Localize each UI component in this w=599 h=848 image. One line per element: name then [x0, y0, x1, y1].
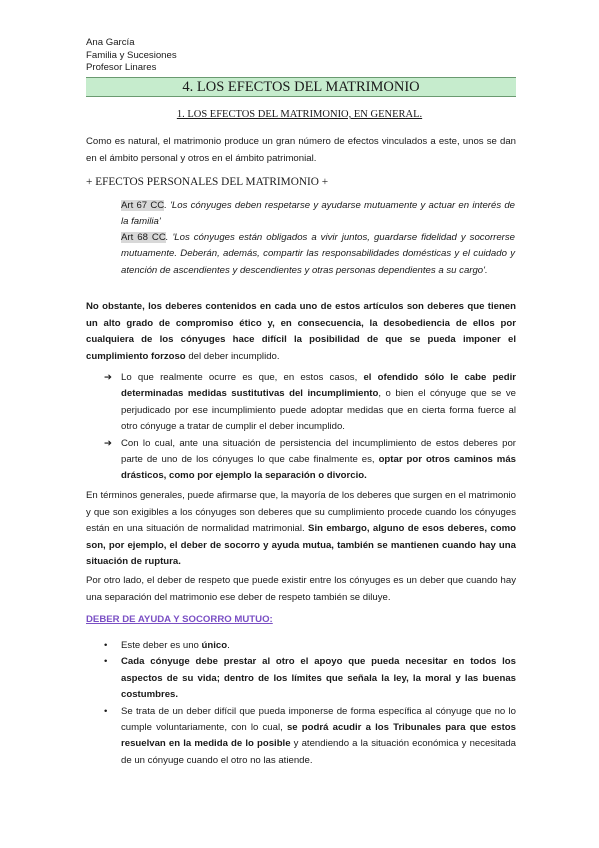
arrow-icon: ➔: [104, 372, 113, 383]
section-title-wrap: [0, 109, 599, 120]
bullet-list-item: [104, 654, 516, 703]
bullet-text: Se trata de un deber difícil que pueda imponerse de forma específica al cónyuge que no lo cumple voluntariamente, con lo cual,: [121, 705, 516, 734]
bullet-list-item: [104, 704, 516, 770]
arrow-icon: ➔: [104, 437, 113, 449]
document-header: [86, 37, 177, 75]
generales-bold: Sin embargo, alguno de esos deberes, como son, por ejemplo, el deber de socorro y ayuda mutua, también se mantienen cuando hay una situación de ruptura.: [86, 523, 516, 567]
bullet-icon: •: [104, 705, 108, 717]
author-name: Ana García: [86, 37, 135, 48]
bullet-bold: único: [201, 640, 228, 651]
arrow-item-bold: optar por otros caminos más drásticos, como por ejemplo la separación o divorcio.: [121, 454, 516, 482]
chapter-title: 4. LOS EFECTOS DEL MATRIMONIO: [86, 77, 516, 97]
bullet-text: y atendiendo a la situación económica y necesitada de un cónyuge cuando el otro no las atiende.: [121, 738, 516, 766]
bullet-bold: Cada cónyuge debe prestar al otro el apoyo que pueda necesitar en todos los aspectos de su vida; dentro de los límites que señala la ley, la moral y las buenas costumbres.: [121, 656, 516, 701]
respeto-paragraph: Por otro lado, el deber de respeto que puede existir entre los cónyuges es un deber que cuando hay una separación del matrimonio ese deber de respeto también se diluye.: [86, 575, 516, 603]
bullet-icon: •: [104, 640, 108, 651]
bullet-text: Este deber es uno: [121, 640, 202, 651]
bullet-list-item: [104, 638, 516, 654]
arrow-item-text: Con lo cual, ante una situación de persistencia del incumplimiento de estos deberes por parte de uno de los cónyuges lo que cabe finalmente es,: [121, 437, 516, 466]
article-68-ref: Art 68 CC: [121, 232, 166, 243]
bullet-bold: se podrá acudir a los Tribunales para que estos resuelvan en la medida de lo posible: [121, 722, 517, 750]
article-67-quote: [121, 198, 515, 231]
no-obstante-normal: del deber incumplido.: [185, 350, 280, 362]
professor-name: Profesor Linares: [86, 62, 157, 74]
generales-paragraph: [86, 488, 516, 571]
section-title: 1. LOS EFECTOS DEL MATRIMONIO, EN GENERAL.: [176, 109, 423, 120]
bullet-icon: •: [104, 656, 108, 668]
arrow-list: [104, 370, 516, 485]
generales-normal: En términos generales, puede afirmarse que, la mayoría de los deberes que surgen en el matrimonio y que son exigibles a los cónyuges son deberes que su cumplimiento procede cuando los cónyuges están en una situación de normalidad matrimonial.: [86, 490, 516, 534]
arrow-item-bold: el ofendido sólo le cabe pedir determinadas medidas sustitutivas del incumplimiento: [121, 372, 517, 400]
arrow-item-text: , o bien el cónyuge que se ve perjudicado por ese incumplimiento puede adoptar medidas que en cierta forma fuerce al otro cónyuge a tratar de cumplir el deber incumplido.: [121, 388, 516, 433]
article-68-text: . 'Los cónyuges están obligados a vivir juntos, guardarse fidelidad y socorrerse mutuamente. Deberán, además, compartir las responsabilidades domésticas y el cuidado y atención de ascendientes y descendientes y otras personas dependientes a su cargo'.: [121, 232, 515, 276]
bullet-text: .: [227, 640, 230, 651]
no-obstante-bold: No obstante, los deberes contenidos en cada uno de estos artículos son deberes que tienen un alto grado de compromiso ético y, en consecuencia, la desobediencia de ellos por cualquiera de los cónyuges hace difícil la posibilidad de que se pueda imponer el cumplimiento forzoso: [86, 301, 516, 362]
article-68-quote: [121, 230, 515, 279]
arrow-list-item: [104, 436, 516, 485]
no-obstante-paragraph: [86, 299, 516, 365]
bullet-list: [104, 638, 516, 769]
article-67-ref: Art 67 CC: [121, 200, 165, 211]
personal-effects-heading: + EFECTOS PERSONALES DEL MATRIMONIO +: [86, 176, 329, 188]
arrow-list-item: [104, 370, 516, 436]
intro-paragraph: Como es natural, el matrimonio produce un gran número de efectos vinculados a este, unos se dan en el ámbito personal y otros en el ámbito patrimonial.: [86, 136, 516, 164]
subject-name: Familia y Sucesiones: [86, 49, 177, 61]
article-67-text: . 'Los cónyuges deben respetarse y ayudarse mutuamente y actuar en interés de la familia': [121, 200, 515, 228]
arrow-item-text: Lo que realmente ocurre es que, en estos casos,: [121, 372, 364, 383]
ayuda-socorro-heading: DEBER DE AYUDA Y SOCORRO MUTUO:: [86, 614, 273, 625]
